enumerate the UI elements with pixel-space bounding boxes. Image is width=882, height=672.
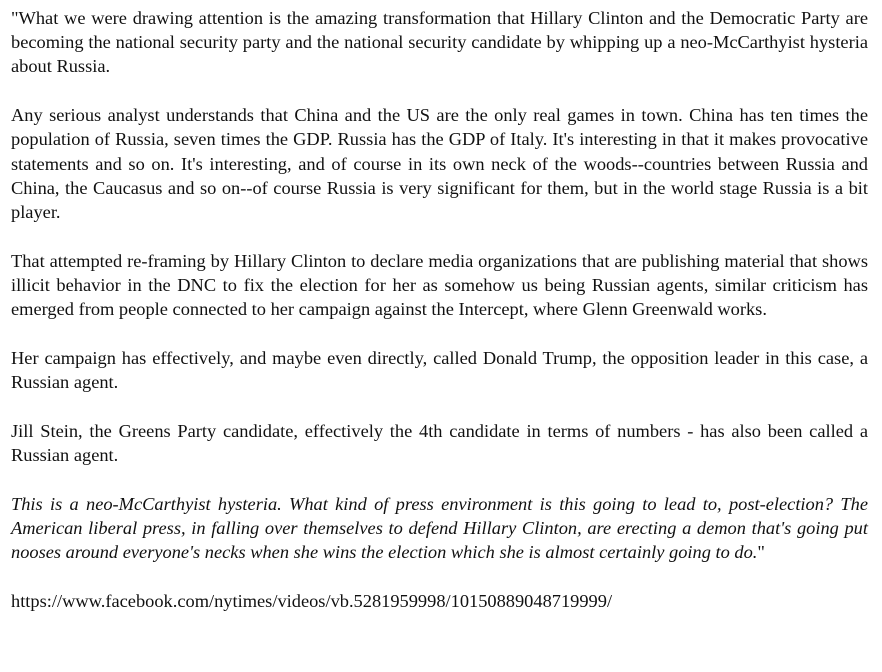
closing-paragraph — [11, 492, 868, 565]
paragraph-1: "What we were drawing attention is the amazing transformation that Hillary Clinton and the Democratic Party are becoming the national security party and the national security candidate by whipping up a neo-McCarthyist hysteria about Russia. — [11, 8, 868, 77]
paragraph-3: That attempted re-framing by Hillary Clinton to declare media organizations that are publishing material that shows illicit behavior in the DNC to fix the election for her as somehow us being Russian agents, similar criticism has emerged from people connected to her campaign against the Intercept, where Glenn Greenwald works. — [11, 250, 868, 320]
paragraph-4: Her campaign has effectively, and maybe even directly, called Donald Trump, the opposition leader in this case, a Russian agent. — [11, 348, 868, 393]
paragraph-2: Any serious analyst understands that China and the US are the only real games in town. China has ten times the population of Russia, seven times the GDP. Russia has the GDP of Italy. It's interesting in that it makes provocative statements and so on. It's interesting, and of course in its own neck of the woods--countries between Russia and China, the Caucasus and so on--of course Russia is very significant for them, but in the world stage Russia is a bit player. — [11, 105, 868, 223]
paragraph-5: Jill Stein, the Greens Party candidate, effectively the 4th candidate in terms of numbers - has also been called a Russian agent. — [11, 421, 868, 466]
closing-italic-text: This is a neo-McCarthyist hysteria. What kind of press environment is this going to lead to, post-election? The American liberal press, in falling over themselves to defend Hillary Clinton, are erecting a demon that's going put nooses around everyone's necks when she wins the election which she is almost certainly going to do. — [11, 494, 868, 563]
quote-document — [11, 6, 868, 613]
source-url-link[interactable]: https://www.facebook.com/nytimes/videos/vb.5281959998/10150889048719999/ — [11, 591, 613, 612]
closing-quote-mark: " — [757, 542, 765, 563]
